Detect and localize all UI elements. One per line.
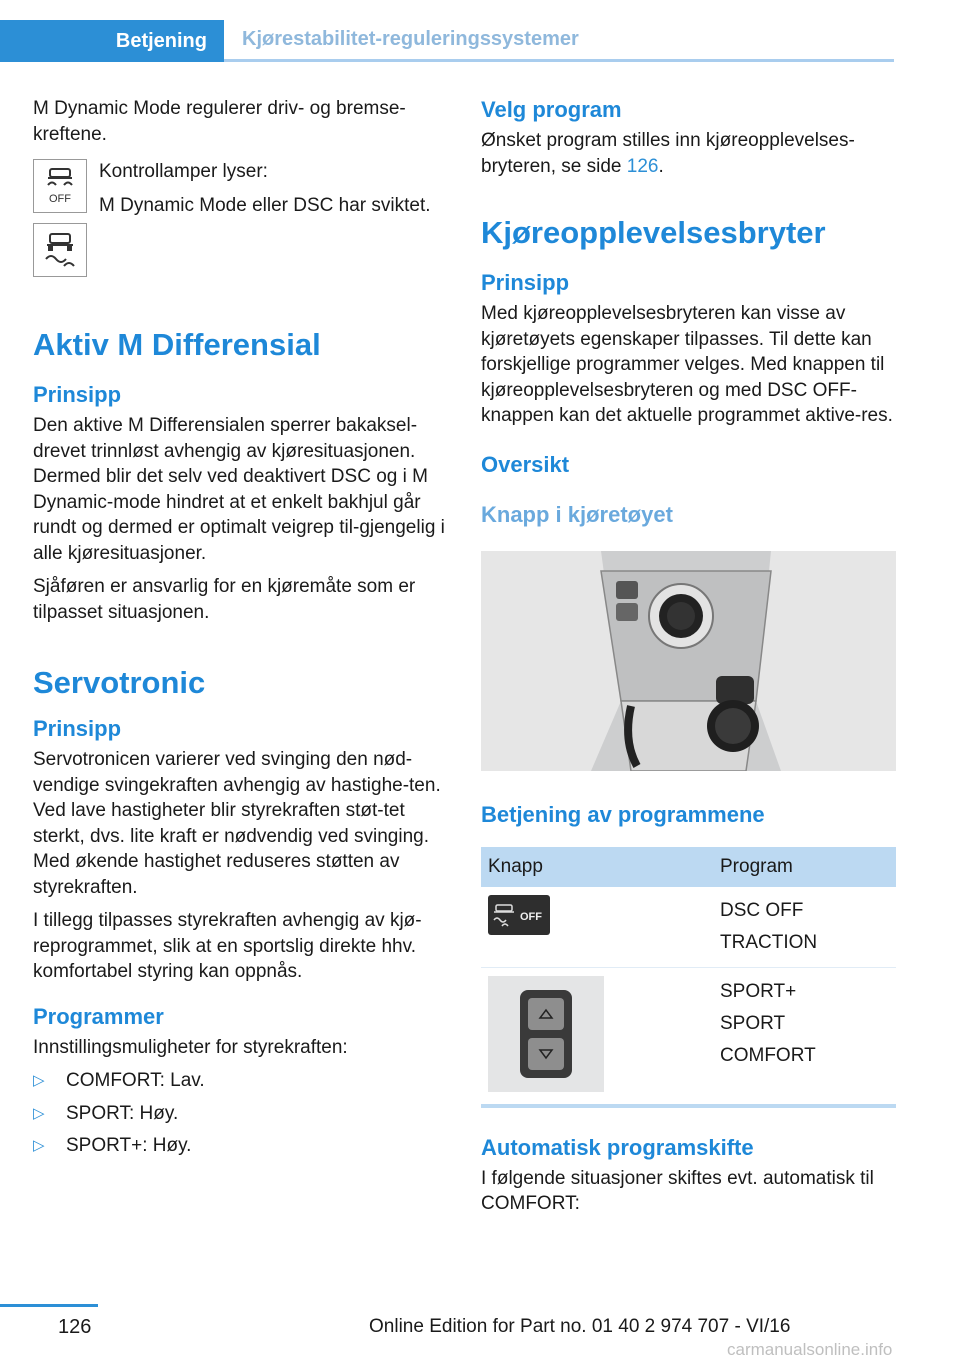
aktiv-paragraph-1: Den aktive M Differensialen sperrer bakaksel-drevet trinnløst avhengig av kjøresituasjonen. Dermed blir det selv ved deaktivert DSC og i M Dynamic-mode hindret at et enkelt bakhjul går rundt og dermed er optimalt veigrep til-gjengelig i alle kjøresituasjoner.	[33, 415, 445, 564]
program-traction: TRACTION	[720, 931, 818, 953]
lamps-text: M Dynamic Mode eller DSC har sviktet.	[99, 194, 431, 216]
servo-paragraph-2: I tillegg tilpasses styrekraften avhengig av kjø-reprogrammet, slik at en sportslig direkte hhv. komfortabel styring kan oppnås.	[33, 910, 422, 982]
servo-heading: Servotronic	[33, 665, 206, 700]
dsc-warning-icon	[33, 223, 87, 277]
auto-heading: Automatisk programskifte	[481, 1134, 754, 1160]
list-item: ▷ SPORT+: Høy.	[33, 1133, 448, 1159]
table-header-program: Program	[713, 847, 896, 887]
table-row	[481, 967, 896, 1106]
aktiv-paragraph-2: Sjåføren er ansvarlig for en kjøremåte som er tilpasset situasjonen.	[33, 576, 416, 623]
list-item: ▷ COMFORT: Lav.	[33, 1068, 448, 1094]
knapp-heading: Knapp i kjøretøyet	[481, 501, 673, 527]
page-header	[0, 0, 960, 66]
section-tab: Kjørestabilitet-reguleringssystemer	[224, 20, 894, 62]
left-column	[33, 96, 448, 1166]
program-table	[481, 847, 896, 1108]
aktiv-subheading: Prinsipp	[33, 382, 122, 407]
chapter-tab: Betjening	[0, 20, 224, 62]
programmer-heading: Programmer	[33, 1003, 164, 1029]
servo-subheading: Prinsipp	[33, 716, 122, 741]
program-dsc-off: DSC OFF	[720, 899, 804, 921]
edition-text: Online Edition for Part no. 01 40 2 974 707 - VI/16	[369, 1316, 791, 1337]
warning-lamps	[33, 159, 448, 287]
oversikt-heading: Oversikt	[481, 451, 570, 477]
bryter-subheading: Prinsipp	[481, 270, 570, 295]
lamps-label: Kontrollamper lyser:	[99, 161, 268, 182]
right-column	[481, 96, 896, 1225]
intro-paragraph: M Dynamic Mode regulerer driv- og bremse-kreftene.	[33, 98, 406, 145]
page-number: 126	[58, 1316, 92, 1338]
center-console-image	[481, 551, 896, 771]
servo-paragraph-1: Servotronicen varierer ved svinging den nød-vendige svingekraften avhengig av hastighe-ten. Ved lave hastigheter blir styrekraften støt-tet sterkt, dvs. lite kraft er nødvendig ved svinging. Med økende hastighet reduseres støtten av styrekraften.	[33, 749, 441, 898]
list-item: ▷ SPORT: Høy.	[33, 1101, 448, 1127]
bullet-triangle-icon: ▷	[33, 1104, 45, 1122]
drive-experience-switch-icon	[488, 976, 604, 1092]
footer-rule	[0, 1304, 98, 1307]
programmer-list	[33, 1068, 448, 1159]
table-header-knapp: Knapp	[481, 847, 713, 887]
velg-heading: Velg program	[481, 97, 622, 122]
auto-paragraph: I følgende situasjoner skiftes evt. automatisk til COMFORT:	[481, 1167, 874, 1214]
velg-paragraph: Ønsket program stilles inn kjøreopplevelses-bryteren, se side 126.	[481, 130, 855, 177]
dsc-off-warning-icon	[33, 159, 87, 213]
bullet-triangle-icon: ▷	[33, 1072, 45, 1089]
aktiv-heading: Aktiv M Differensial	[33, 327, 321, 362]
bullet-triangle-icon: ▷	[33, 1137, 45, 1154]
programmer-intro: Innstillingsmuligheter for styrekraften:	[33, 1036, 348, 1058]
bryter-heading: Kjøreopplevelsesbryter	[481, 215, 826, 250]
bryter-paragraph: Med kjøreopplevelsesbryteren kan visse av kjøretøyets egenskaper tilpasses. Til dette kan forskjellige programmer velges. Med knappen til kjøreopplevelsesbryteren og med DSC OFF-knappen kan det aktuelle programmet aktive-res.	[481, 303, 893, 426]
program-sport: SPORT	[720, 1012, 786, 1034]
svg-text:OFF: OFF	[520, 910, 542, 923]
page-link[interactable]: 126	[626, 155, 659, 177]
program-sport-plus: SPORT+	[720, 980, 797, 1002]
table-row	[481, 887, 896, 968]
svg-text:OFF: OFF	[49, 193, 71, 205]
program-comfort: COMFORT	[720, 1044, 816, 1066]
dsc-off-button-icon	[488, 895, 550, 935]
watermark: carmanualsonline.info	[727, 1340, 893, 1359]
betjening-heading: Betjening av programmene	[481, 801, 765, 827]
